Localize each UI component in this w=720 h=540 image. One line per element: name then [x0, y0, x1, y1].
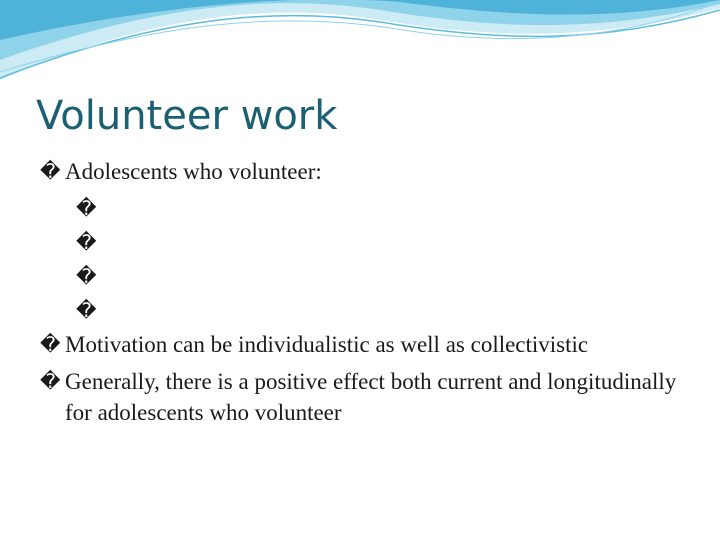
sub-bullet	[40, 191, 680, 225]
sub-bullet	[40, 259, 680, 293]
bullet-replacement-icon: �	[76, 196, 97, 220]
bullet-replacement-icon: �	[76, 230, 97, 254]
bullet-replacement-icon: �	[40, 369, 61, 393]
bullet-text: Generally, there is a positive effect both current and longitudinally for adolescents who volunteer	[65, 369, 677, 425]
slide-body	[40, 156, 680, 428]
sub-bullet-list	[40, 191, 680, 327]
slide-title: Volunteer work	[36, 93, 338, 139]
bullet-text: Motivation can be individualistic as well as collectivistic	[65, 332, 589, 357]
sub-bullet	[40, 225, 680, 259]
sub-bullet	[40, 293, 680, 327]
bullet-replacement-icon: �	[40, 332, 61, 356]
bullet-generally	[40, 366, 680, 428]
bullet-text: Adolescents who volunteer:	[65, 159, 322, 184]
bullet-replacement-icon: �	[76, 298, 97, 322]
bullet-replacement-icon: �	[76, 264, 97, 288]
bullet-motivation	[40, 329, 680, 360]
bullet-replacement-icon: �	[40, 159, 61, 183]
bullet-adolescents	[40, 156, 680, 187]
header-wave-decoration	[0, 0, 720, 100]
